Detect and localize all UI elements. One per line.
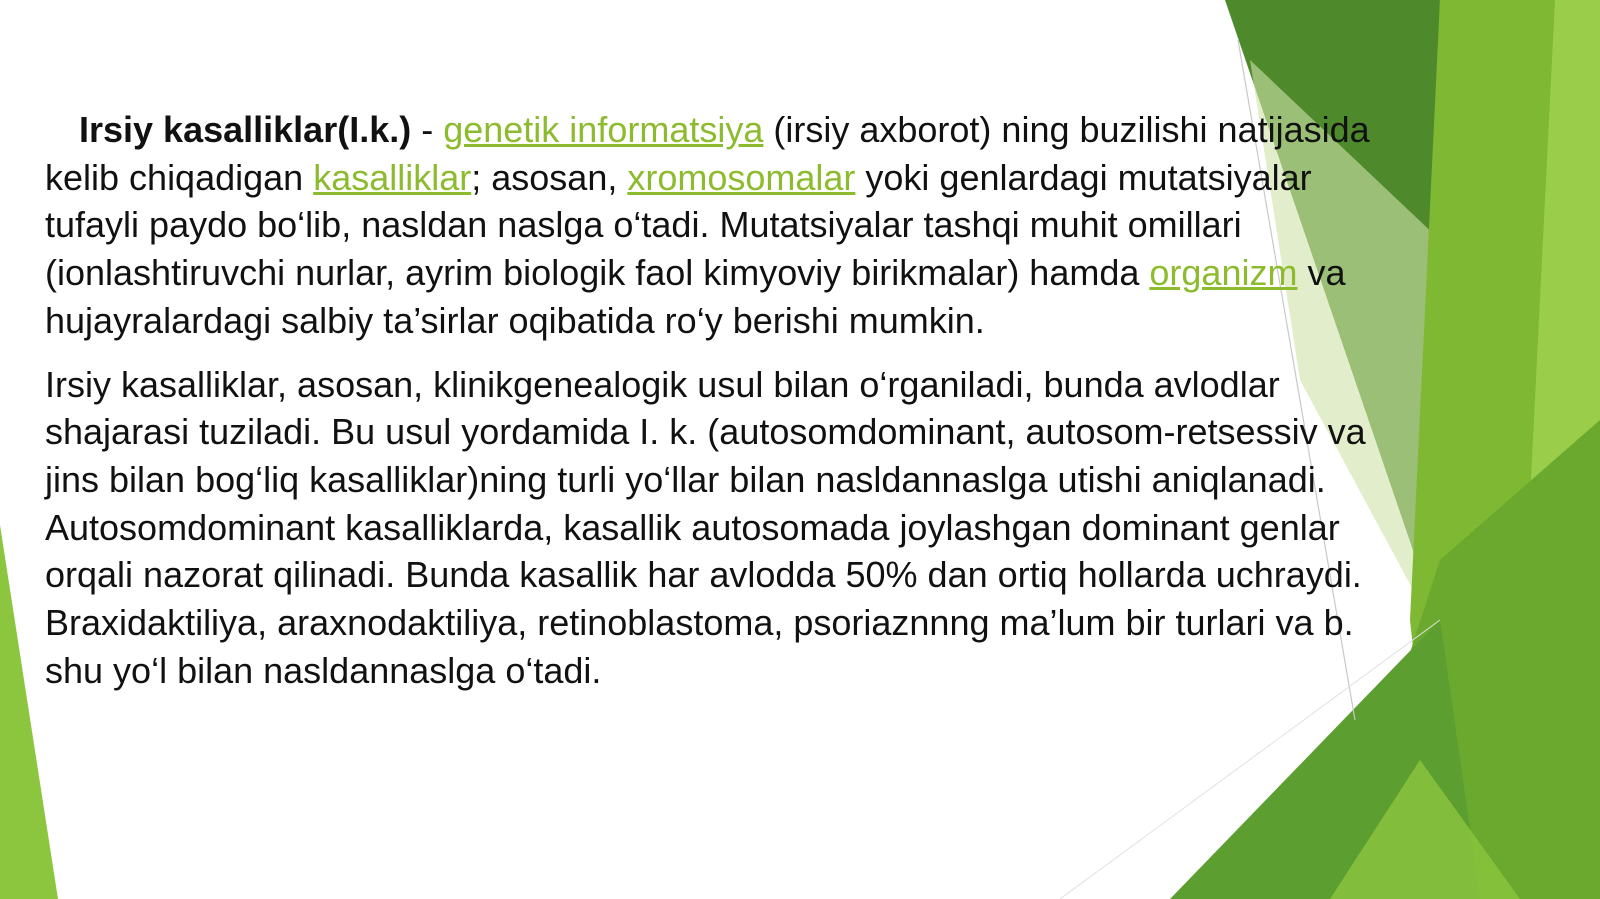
link-kasalliklar[interactable]: kasalliklar bbox=[313, 156, 472, 198]
paragraph-definition: Irsiy kasalliklar(I.k.) - genetik informatsiya (irsiy axborot) ning buzilishi natijasida kelib chiqadigan kasalliklar; asosan, xromosomalar yoki genlardagi mutatsiyalar tufayli paydo bo‘lib, nasldan naslga o‘tadi. Mutatsiyalar tashqi muhit omillari (ionlashtiruvchi nurlar, ayrim biologik faol kimyoviy birikmalar) hamda organizm va hujayralardagi salbiy ta’sirlar oqibatida ro‘y berishi mumkin. bbox=[45, 109, 1370, 341]
link-organizm[interactable]: organizm bbox=[1149, 252, 1298, 294]
link-genetik-informatsiya[interactable]: genetik informatsiya bbox=[443, 109, 764, 150]
term-dash: - bbox=[411, 109, 444, 150]
term-heading: Irsiy kasalliklar(I.k.) bbox=[79, 109, 412, 150]
paragraph-details: Irsiy kasalliklar, asosan, klinikgenealogik usul bilan o‘rganiladi, bunda avlodlar shajarasi tuziladi. Bu usul yordamida I. k. (autosomdominant, autosom-retsessiv va jins bilan bog‘liq kasalliklar)ning turli yo‘llar bilan nasldannaslga utishi aniqlanadi. Autosomdominant kasalliklarda, kasallik autosomada joylashgan dominant genlar orqali nazorat qilinadi. Bunda kasallik har avlodda 50% dan ortiq hollarda uchraydi. Braxidaktiliya, araxnodaktiliya, retinoblastoma, psoriaznnng ma’lum bir turlari va b. shu yo‘l bilan nasldannaslga o‘tadi. bbox=[45, 363, 1366, 691]
slide-body bbox=[45, 106, 1385, 694]
link-xromosomalar[interactable]: xromosomalar bbox=[627, 156, 856, 198]
